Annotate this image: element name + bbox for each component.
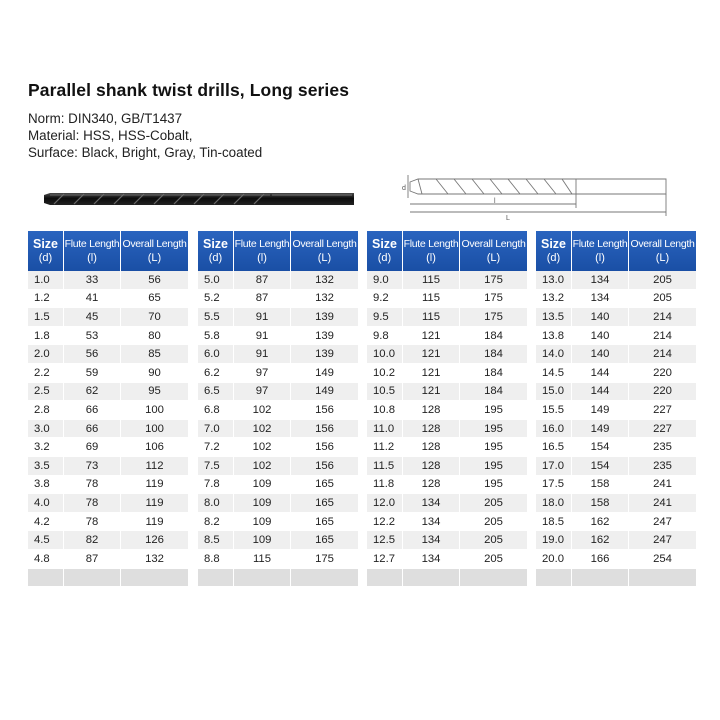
flute-length-cell: 154 (572, 457, 629, 476)
flute-length-cell: 97 (234, 364, 291, 383)
overall-length-cell: 175 (460, 308, 527, 327)
flute-length-cell: 102 (234, 401, 291, 420)
size-cell: 17.5 (536, 476, 572, 495)
table-row (198, 476, 358, 495)
flute-length-cell: 115 (403, 271, 460, 290)
flute-length-cell: 109 (234, 494, 291, 513)
overall-length-cell: 132 (291, 290, 358, 309)
flute-length-cell: 134 (403, 531, 460, 550)
size-cell: 14.0 (536, 345, 572, 364)
overall-length-cell: 195 (460, 420, 527, 439)
table-row (536, 476, 696, 495)
flute-length-cell: 66 (64, 420, 121, 439)
table-row (28, 383, 188, 402)
size-header: Size (d) (536, 231, 572, 271)
table-row (198, 531, 358, 550)
table-row (28, 494, 188, 513)
flute-length-cell: 166 (572, 550, 629, 569)
overall-length-cell: 227 (629, 420, 696, 439)
table-row (367, 550, 527, 569)
size-cell: 7.2 (198, 438, 234, 457)
size-cell: 9.0 (367, 271, 403, 290)
table-row (28, 308, 188, 327)
table-row (367, 513, 527, 532)
size-cell: 4.5 (28, 531, 64, 550)
empty-row (536, 569, 696, 588)
drill-table-3 (367, 231, 527, 587)
size-cell: 11.8 (367, 476, 403, 495)
overall-length-cell: 205 (460, 513, 527, 532)
flute-length-header: Flute Length (l) (64, 231, 121, 271)
table-row (198, 420, 358, 439)
flute-length-cell: 33 (64, 271, 121, 290)
table-row (367, 401, 527, 420)
size-cell: 8.0 (198, 494, 234, 513)
table-row (198, 308, 358, 327)
overall-length-cell: 214 (629, 345, 696, 364)
flute-length-cell: 128 (403, 438, 460, 457)
size-cell: 16.0 (536, 420, 572, 439)
overall-length-cell: 80 (121, 327, 188, 346)
size-cell: 13.5 (536, 308, 572, 327)
flute-length-cell: 91 (234, 308, 291, 327)
flute-length-cell: 144 (572, 383, 629, 402)
table-row (536, 290, 696, 309)
overall-length-cell: 205 (460, 550, 527, 569)
overall-length-cell: 175 (460, 271, 527, 290)
flute-length-cell: 91 (234, 345, 291, 364)
size-cell: 6.8 (198, 401, 234, 420)
flute-length-cell: 78 (64, 494, 121, 513)
size-cell: 5.2 (198, 290, 234, 309)
flute-length-cell: 115 (403, 290, 460, 309)
size-cell: 10.5 (367, 383, 403, 402)
size-cell: 7.0 (198, 420, 234, 439)
size-cell: 17.0 (536, 457, 572, 476)
empty-row (198, 569, 358, 588)
flute-length-cell: 121 (403, 327, 460, 346)
flute-length-cell: 41 (64, 290, 121, 309)
overall-length-cell: 165 (291, 531, 358, 550)
size-cell: 9.2 (367, 290, 403, 309)
size-cell: 2.2 (28, 364, 64, 383)
size-cell: 12.5 (367, 531, 403, 550)
size-cell: 8.5 (198, 531, 234, 550)
flute-length-cell: 140 (572, 327, 629, 346)
flute-length-cell: 109 (234, 531, 291, 550)
table-row (198, 513, 358, 532)
overall-length-cell: 56 (121, 271, 188, 290)
flute-length-cell: 59 (64, 364, 121, 383)
overall-length-cell: 126 (121, 531, 188, 550)
table-row (367, 438, 527, 457)
size-cell: 1.2 (28, 290, 64, 309)
overall-length-cell: 139 (291, 327, 358, 346)
overall-length-cell: 247 (629, 513, 696, 532)
table-row (536, 531, 696, 550)
overall-length-cell: 112 (121, 457, 188, 476)
size-header: Size (d) (28, 231, 64, 271)
flute-length-cell: 162 (572, 513, 629, 532)
flute-length-cell: 134 (572, 271, 629, 290)
table-row (28, 438, 188, 457)
table-row (536, 345, 696, 364)
flute-length-cell: 115 (403, 308, 460, 327)
size-cell: 9.5 (367, 308, 403, 327)
overall-length-cell: 214 (629, 327, 696, 346)
size-cell: 5.8 (198, 327, 234, 346)
table-row (536, 271, 696, 290)
size-cell: 4.0 (28, 494, 64, 513)
table-header-row (28, 231, 188, 271)
overall-length-cell: 100 (121, 420, 188, 439)
flute-length-cell: 102 (234, 438, 291, 457)
flute-length-cell: 149 (572, 420, 629, 439)
overall-length-cell: 132 (121, 550, 188, 569)
table-row (28, 401, 188, 420)
overall-length-cell: 235 (629, 438, 696, 457)
overall-length-cell: 132 (291, 271, 358, 290)
size-header: Size (d) (367, 231, 403, 271)
flute-length-cell: 144 (572, 364, 629, 383)
flute-length-cell: 121 (403, 345, 460, 364)
table-header-row (367, 231, 527, 271)
table-header-row (198, 231, 358, 271)
flute-length-label: l (494, 198, 496, 205)
table-row (198, 401, 358, 420)
flute-length-cell: 97 (234, 383, 291, 402)
size-cell: 2.8 (28, 401, 64, 420)
size-cell: 12.0 (367, 494, 403, 513)
flute-length-cell: 102 (234, 457, 291, 476)
overall-length-cell: 205 (460, 494, 527, 513)
overall-length-cell: 156 (291, 457, 358, 476)
overall-length-cell: 227 (629, 401, 696, 420)
table-row (536, 550, 696, 569)
size-cell: 1.0 (28, 271, 64, 290)
overall-length-cell: 175 (291, 550, 358, 569)
overall-length-cell: 90 (121, 364, 188, 383)
diameter-label: d (402, 185, 406, 192)
flute-length-cell: 69 (64, 438, 121, 457)
size-cell: 19.0 (536, 531, 572, 550)
overall-length-cell: 214 (629, 308, 696, 327)
table-row (536, 420, 696, 439)
table-row (28, 531, 188, 550)
table-row (367, 531, 527, 550)
surface-text: Surface: Black, Bright, Gray, Tin-coated (28, 145, 263, 160)
overall-length-cell: 139 (291, 345, 358, 364)
size-cell: 12.2 (367, 513, 403, 532)
table-row (367, 271, 527, 290)
overall-length-cell: 165 (291, 494, 358, 513)
table-row (536, 308, 696, 327)
table-row (198, 327, 358, 346)
size-cell: 8.8 (198, 550, 234, 569)
flute-length-cell: 149 (572, 401, 629, 420)
table-row (198, 494, 358, 513)
size-cell: 16.5 (536, 438, 572, 457)
table-row (198, 550, 358, 569)
table-header-row (536, 231, 696, 271)
flute-length-cell: 158 (572, 476, 629, 495)
size-cell: 3.8 (28, 476, 64, 495)
flute-length-cell: 158 (572, 494, 629, 513)
size-cell: 18.0 (536, 494, 572, 513)
page-title: Parallel shank twist drills, Long series (28, 80, 350, 100)
size-cell: 1.8 (28, 327, 64, 346)
table-row (536, 438, 696, 457)
size-cell: 7.5 (198, 457, 234, 476)
table-row (198, 364, 358, 383)
table-row (536, 327, 696, 346)
table-row (198, 457, 358, 476)
flute-length-cell: 128 (403, 457, 460, 476)
size-cell: 18.5 (536, 513, 572, 532)
size-cell: 11.5 (367, 457, 403, 476)
table-row (536, 364, 696, 383)
overall-length-cell: 100 (121, 401, 188, 420)
overall-length-cell: 254 (629, 550, 696, 569)
overall-length-header: Overall Length (L) (460, 231, 527, 271)
flute-length-cell: 109 (234, 513, 291, 532)
size-cell: 13.0 (536, 271, 572, 290)
flute-length-cell: 121 (403, 364, 460, 383)
size-cell: 13.2 (536, 290, 572, 309)
table-row (536, 401, 696, 420)
size-cell: 9.8 (367, 327, 403, 346)
table-row (536, 494, 696, 513)
norm-text: Norm: DIN340, GB/T1437 (28, 111, 183, 126)
overall-length-cell: 165 (291, 476, 358, 495)
overall-length-cell: 205 (629, 271, 696, 290)
flute-length-cell: 128 (403, 401, 460, 420)
flute-length-cell: 115 (234, 550, 291, 569)
flute-length-cell: 62 (64, 383, 121, 402)
table-row (367, 364, 527, 383)
flute-length-header: Flute Length (l) (572, 231, 629, 271)
material-text: Material: HSS, HSS-Cobalt, (28, 128, 193, 143)
overall-length-cell: 184 (460, 327, 527, 346)
overall-length-header: Overall Length (L) (121, 231, 188, 271)
table-row (28, 550, 188, 569)
overall-length-cell: 235 (629, 457, 696, 476)
size-cell: 10.8 (367, 401, 403, 420)
size-cell: 5.5 (198, 308, 234, 327)
table-row (367, 457, 527, 476)
table-row (367, 290, 527, 309)
overall-length-cell: 85 (121, 345, 188, 364)
drill-table-1 (28, 231, 188, 587)
overall-length-cell: 241 (629, 494, 696, 513)
flute-length-cell: 66 (64, 401, 121, 420)
flute-length-cell: 134 (572, 290, 629, 309)
size-cell: 11.0 (367, 420, 403, 439)
overall-length-cell: 205 (460, 531, 527, 550)
size-cell: 5.0 (198, 271, 234, 290)
table-row (28, 513, 188, 532)
flute-length-cell: 154 (572, 438, 629, 457)
flute-length-cell: 134 (403, 513, 460, 532)
table-row (28, 457, 188, 476)
overall-length-label: L (506, 215, 510, 222)
drill-table-2 (198, 231, 358, 587)
flute-length-cell: 134 (403, 494, 460, 513)
drill-diagram (396, 170, 668, 228)
size-cell: 2.5 (28, 383, 64, 402)
table-row (198, 345, 358, 364)
table-row (28, 364, 188, 383)
drill-photo (40, 185, 360, 215)
flute-length-cell: 78 (64, 513, 121, 532)
drill-table-4 (536, 231, 696, 587)
size-cell: 6.2 (198, 364, 234, 383)
flute-length-cell: 82 (64, 531, 121, 550)
flute-length-cell: 87 (64, 550, 121, 569)
size-cell: 13.8 (536, 327, 572, 346)
empty-row (28, 569, 188, 588)
table-row (28, 345, 188, 364)
table-row (536, 457, 696, 476)
overall-length-cell: 156 (291, 438, 358, 457)
overall-length-cell: 205 (629, 290, 696, 309)
overall-length-cell: 195 (460, 438, 527, 457)
overall-length-cell: 156 (291, 401, 358, 420)
flute-length-header: Flute Length (l) (234, 231, 291, 271)
flute-length-header: Flute Length (l) (403, 231, 460, 271)
overall-length-cell: 119 (121, 494, 188, 513)
size-cell: 10.0 (367, 345, 403, 364)
overall-length-cell: 149 (291, 364, 358, 383)
size-cell: 4.2 (28, 513, 64, 532)
overall-length-cell: 119 (121, 476, 188, 495)
size-cell: 12.7 (367, 550, 403, 569)
overall-length-cell: 149 (291, 383, 358, 402)
overall-length-cell: 65 (121, 290, 188, 309)
table-row (198, 383, 358, 402)
size-cell: 7.8 (198, 476, 234, 495)
overall-length-cell: 139 (291, 308, 358, 327)
overall-length-header: Overall Length (L) (291, 231, 358, 271)
size-cell: 4.8 (28, 550, 64, 569)
size-cell: 15.0 (536, 383, 572, 402)
overall-length-cell: 106 (121, 438, 188, 457)
flute-length-cell: 140 (572, 308, 629, 327)
flute-length-cell: 73 (64, 457, 121, 476)
overall-length-cell: 70 (121, 308, 188, 327)
table-row (367, 308, 527, 327)
table-row (367, 494, 527, 513)
empty-row (367, 569, 527, 588)
overall-length-cell: 195 (460, 476, 527, 495)
table-row (367, 420, 527, 439)
table-row (367, 345, 527, 364)
table-row (28, 327, 188, 346)
table-row (367, 383, 527, 402)
table-row (28, 290, 188, 309)
size-cell: 15.5 (536, 401, 572, 420)
size-cell: 11.2 (367, 438, 403, 457)
table-row (367, 476, 527, 495)
table-row (198, 290, 358, 309)
size-cell: 2.0 (28, 345, 64, 364)
size-cell: 10.2 (367, 364, 403, 383)
flute-length-cell: 45 (64, 308, 121, 327)
overall-length-cell: 220 (629, 383, 696, 402)
flute-length-cell: 53 (64, 327, 121, 346)
flute-length-cell: 109 (234, 476, 291, 495)
size-cell: 1.5 (28, 308, 64, 327)
size-cell: 6.0 (198, 345, 234, 364)
table-row (536, 383, 696, 402)
size-header: Size (d) (198, 231, 234, 271)
overall-length-cell: 241 (629, 476, 696, 495)
flute-length-cell: 134 (403, 550, 460, 569)
overall-length-cell: 119 (121, 513, 188, 532)
table-row (28, 271, 188, 290)
table-row (536, 513, 696, 532)
table-row (198, 271, 358, 290)
flute-length-cell: 87 (234, 271, 291, 290)
flute-length-cell: 87 (234, 290, 291, 309)
overall-length-cell: 247 (629, 531, 696, 550)
size-cell: 6.5 (198, 383, 234, 402)
size-cell: 3.0 (28, 420, 64, 439)
overall-length-cell: 175 (460, 290, 527, 309)
size-cell: 20.0 (536, 550, 572, 569)
overall-length-cell: 184 (460, 364, 527, 383)
overall-length-cell: 195 (460, 457, 527, 476)
flute-length-cell: 128 (403, 476, 460, 495)
table-row (28, 476, 188, 495)
flute-length-cell: 91 (234, 327, 291, 346)
overall-length-cell: 184 (460, 345, 527, 364)
size-cell: 3.2 (28, 438, 64, 457)
flute-length-cell: 128 (403, 420, 460, 439)
overall-length-cell: 156 (291, 420, 358, 439)
overall-length-cell: 95 (121, 383, 188, 402)
size-cell: 3.5 (28, 457, 64, 476)
table-row (198, 438, 358, 457)
flute-length-cell: 78 (64, 476, 121, 495)
flute-length-cell: 162 (572, 531, 629, 550)
overall-length-cell: 195 (460, 401, 527, 420)
table-row (367, 327, 527, 346)
flute-length-cell: 102 (234, 420, 291, 439)
flute-length-cell: 56 (64, 345, 121, 364)
overall-length-cell: 220 (629, 364, 696, 383)
flute-length-cell: 121 (403, 383, 460, 402)
overall-length-header: Overall Length (L) (629, 231, 696, 271)
flute-length-cell: 140 (572, 345, 629, 364)
size-cell: 8.2 (198, 513, 234, 532)
size-cell: 14.5 (536, 364, 572, 383)
overall-length-cell: 184 (460, 383, 527, 402)
table-row (28, 420, 188, 439)
overall-length-cell: 165 (291, 513, 358, 532)
